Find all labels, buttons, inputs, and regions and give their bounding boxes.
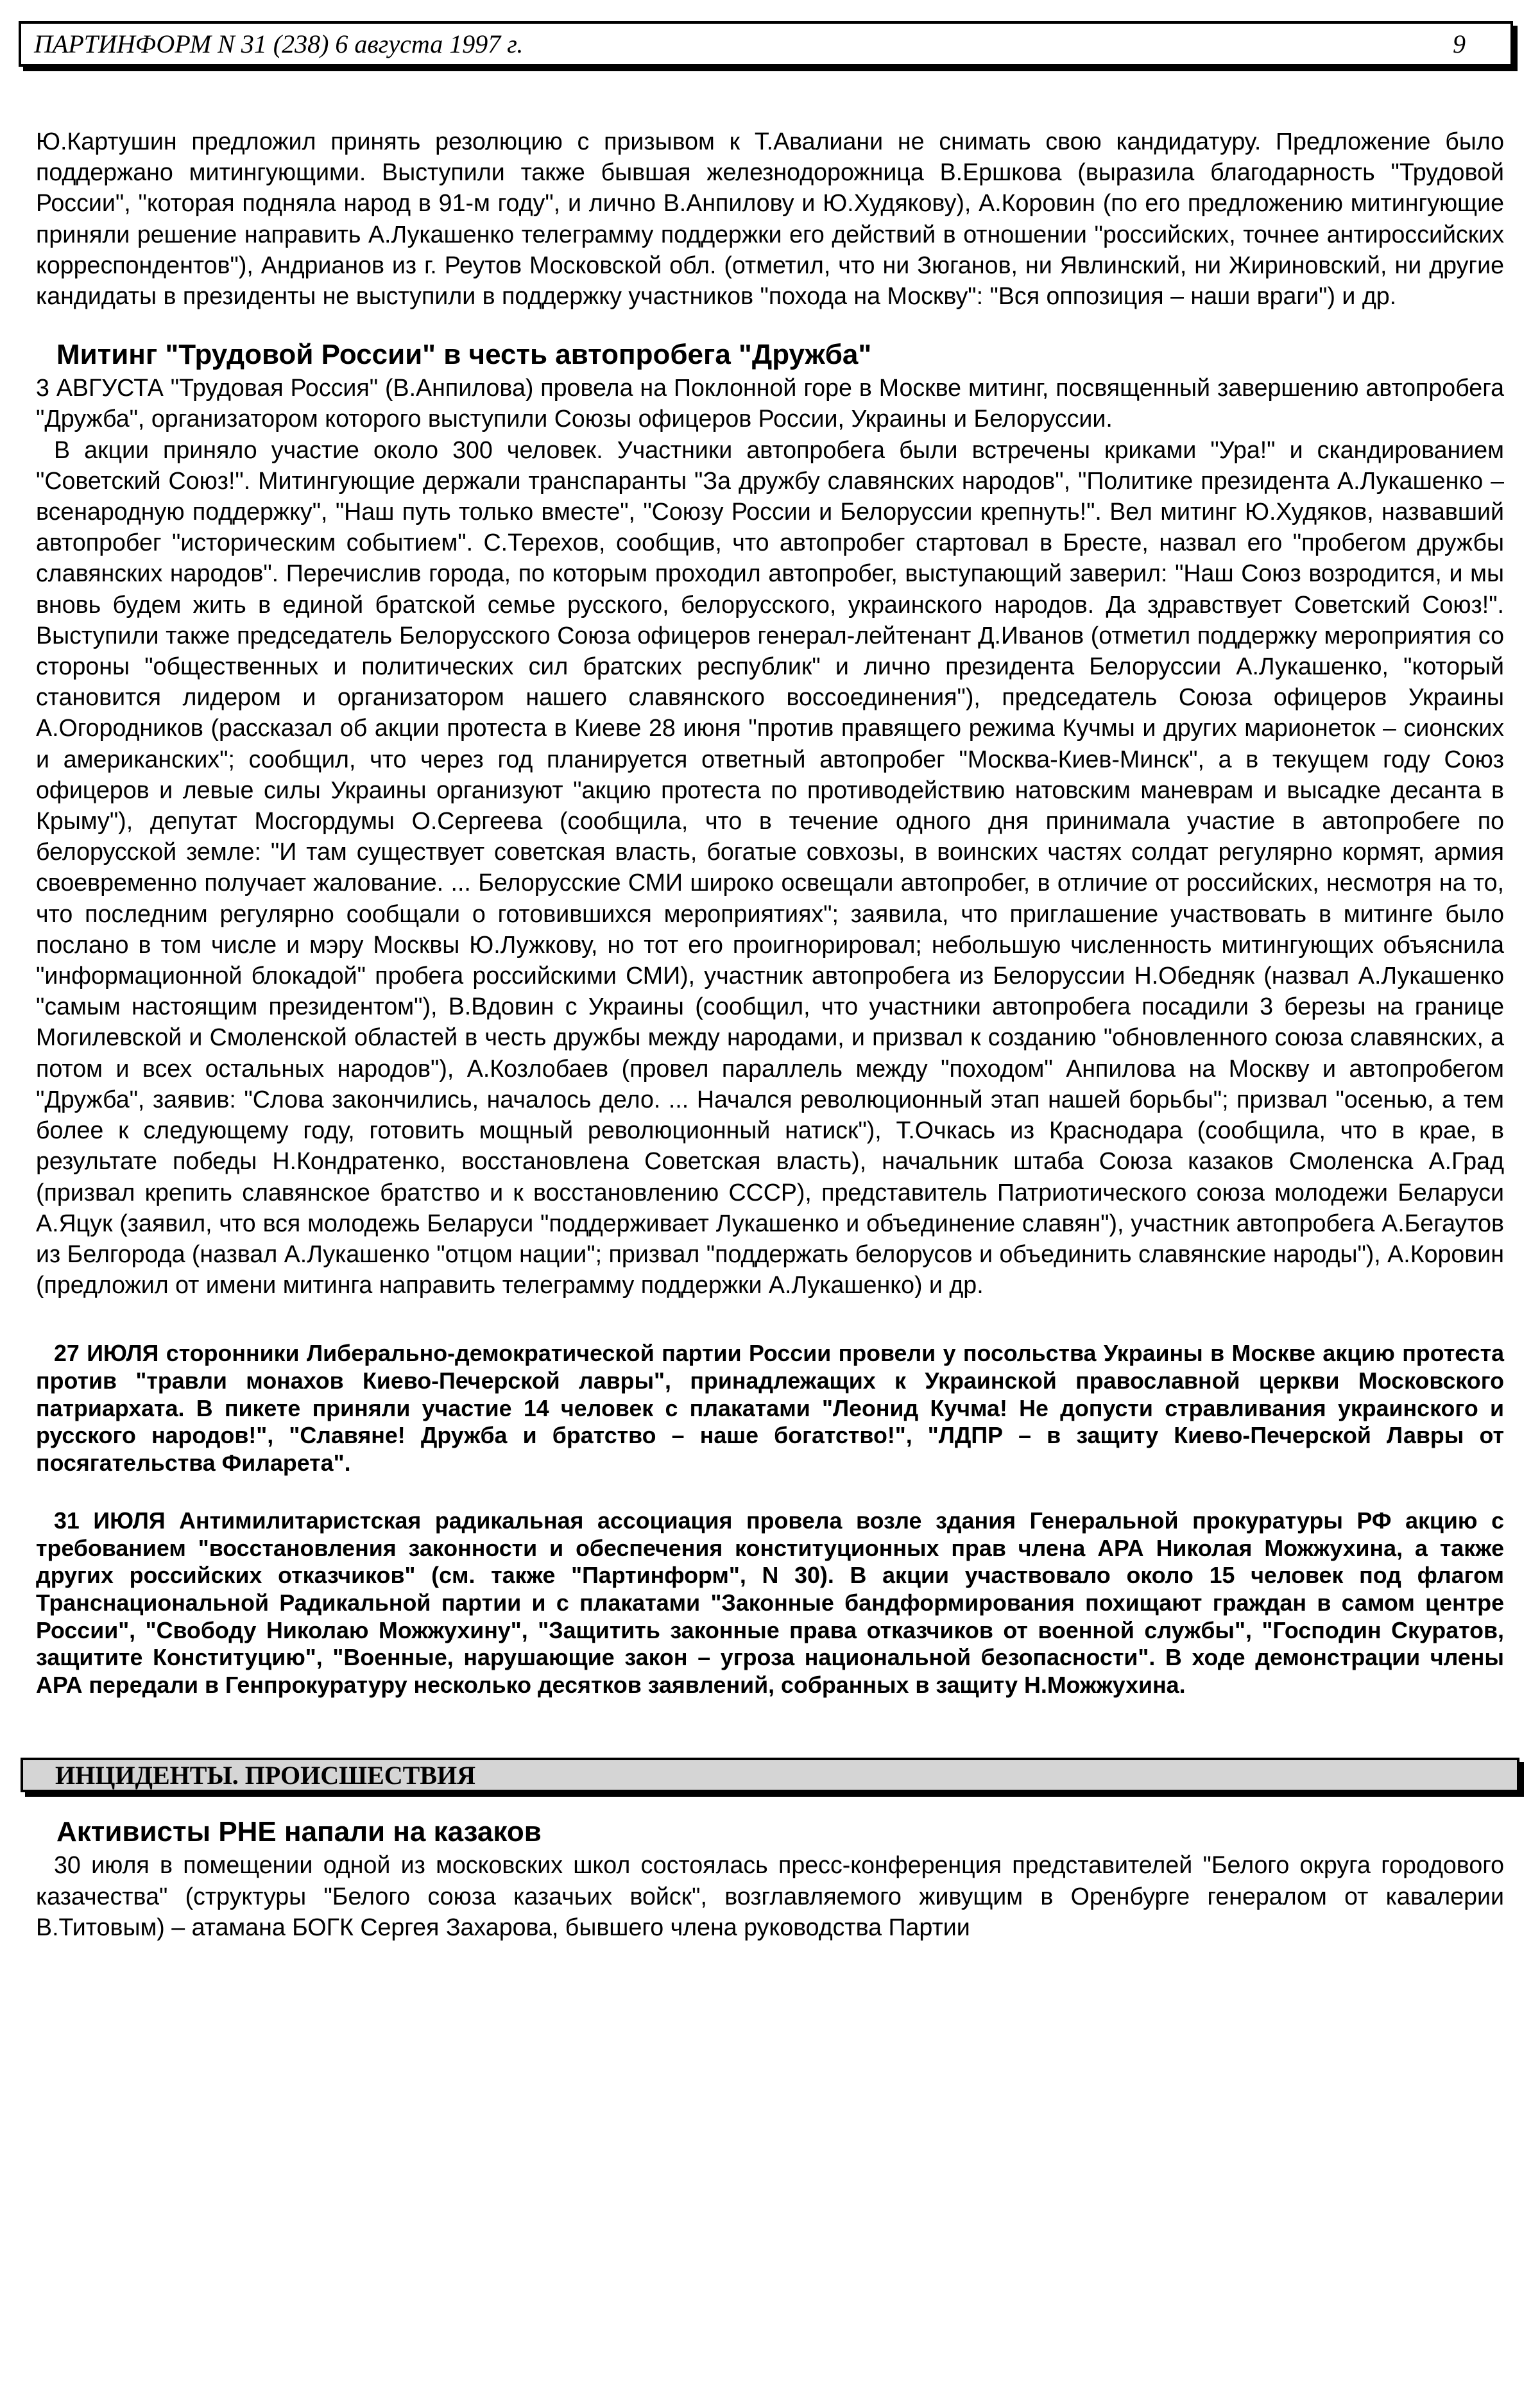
section-title: ИНЦИДЕНТЫ. ПРОИСШЕСТВИЯ [55, 1760, 475, 1790]
news-note-ara [36, 1507, 1504, 1699]
news-note-date: 31 ИЮЛЯ [54, 1508, 166, 1534]
page-content [36, 126, 1504, 1942]
news-note-ldpr [36, 1340, 1504, 1477]
article-heading-rne: Активисты РНЕ напали на казаков [56, 1816, 542, 1848]
article-rally-paragraph-2: В акции приняло участие около 300 человек. Участники автопробега были встречены криками "Ура!" и скандированием "Советский Союз!". Митингующие держали транспаранты "За дружбу славянских народов", "Политике президента А.Лукашенко – всенародную поддержку", "Наш путь только вместе", "Союзу России и Белоруссии крепнуть!". Вел митинг Ю.Худяков, назвавший автопробег "историческим событием". С.Терехов, сообщив, что автопробег стартовал в Бресте, назвал его "пробегом дружбы славянских народов". Перечислив города, по которым проходил автопробег, выступающий заверил: "Наш Союз возродится, и мы вновь будем жить в единой братской семье русского, белорусского, украинского народов. Да здравствует Советский Союз!". Выступили также председатель Белорусского Союза офицеров генерал-лейтенант Д.Иванов (отметил поддержку мероприятия со стороны "общественных и политических сил братских республик" и лично президента Белоруссии А.Лукашенко, "который становится лидером и организатором нашего славянского воссоединения"), председатель Союза офицеров Украины А.Огородников (рассказал об акции протеста в Киеве 28 июня "против правящего режима Кучмы и других марионеток – сионских и американских"; сообщил, что через год планируется ответный автопробег "Москва-Киев-Минск", а в текущем году Союз офицеров и левые силы Украины организуют "акцию протеста по противодействию натовским маневрам и высадке десанта в Крыму"), депутат Мосгордумы О.Сергеева (сообщила, что в течение одного дня принимала участие в автопробеге по белорусской земле: "И там существует советская власть, богатые совхозы, в воинских частях солдат регулярно кормят, армия своевременно получает жалование. ... Белорусские СМИ широко освещали автопробег, в отличие от российских, несмотря на то, что последним регулярно сообщали о готовившихся мероприятиях"; заявила, что приглашение участвовать в митинге было послано в том числе и мэру Москвы Ю.Лужкову, но тот его проигнорировал; небольшую численность митингующих объяснила "информационной блокадой" пробега российскими СМИ), участник автопробега из Белоруссии Н.Обедняк (назвал А.Лукашенко "самым настоящим президентом"), В.Вдовин с Украины (сообщил, что участники автопробега посадили 3 березы на границе Могилевской и Смоленской областей в честь дружбы между народами, и призвал к созданию "обновленного союза славянских, а потом и всех остальных народов"), А.Козлобаев (провел параллель между "походом" Анпилова на Москву и автопробегом "Дружба", заявив: "Слова закончились, началось дело. ... Начался революционный этап нашей борьбы"; призвал "осенью, а тем более к следующему году, готовить мощный революционный натиск"), Т.Очкась из Краснодара (сообщила, что в крае, в результате победы Н.Кондратенко, восстановлена Советская власть), начальник штаба Союза казаков Смоленска А.Град (призвал крепить славянское братство и к восстановлению СССР), представитель Патриотического союза молодежи Беларуси А.Яцук (заявил, что вся молодежь Беларуси "поддерживает Лукашенко и объединение славян"), участник автопробега А.Бегаутов из Белгорода (назвал А.Лукашенко "отцом нации"; призвал "поддержать белорусов и объединить славянские народы"), А.Коровин (предложил от имени митинга направить телеграмму поддержки А.Лукашенко) и др. [36, 436, 1504, 1299]
news-note-date: 27 ИЮЛЯ [54, 1341, 159, 1367]
page-number: 9 [1453, 30, 1466, 58]
issue-title: ПАРТИНФОРМ N 31 (238) 6 августа 1997 г. [34, 30, 524, 58]
spacer [36, 1300, 1504, 1340]
article-rally-paragraph-1: 3 АВГУСТА "Трудовая Россия" (В.Анпилова) провела на Поклонной горе в Москве митинг, посвященный завершению автопробега "Дружба", организатором которого выступили Союзы офицеров России, Украины и Белоруссии. [36, 374, 1504, 433]
intro-paragraph: Ю.Картушин предложил принять резолюцию с призывом к Т.Авалиани не снимать свою кандидатуру. Предложение было поддержано митингующими. Выступили также бывшая железнодорожница В.Ершкова (выразила благодарность "Трудовой России", "которая подняла народ в 91-м году", и лично В.Анпилову и Ю.Худякову), А.Коровин (по его предложению митингующие приняли решение направить А.Лукашенко телеграмму поддержки его действий в отношении "российских, точнее антироссийских корреспондентов"), Андрианов из г. Реутов Московской обл. (отметил, что ни Зюганов, ни Явлинский, ни Жириновский, ни другие кандидаты в президенты не выступили в поддержку участников "похода на Москву": "Вся оппозиция – наши враги") и др. [36, 128, 1504, 310]
news-note-text: Антимилитаристская радикальная ассоциация провела возле здания Генеральной прокуратуры РФ акцию с требованием "восстановления законности и обеспечения конституционных прав члена АРА Николая Можжухина, а также других российских отказчиков" (см. также "Партинформ", N 30). В акции участвовало около 15 человек под флагом Транснациональной Радикальной партии и с плакатами "Законные бандформирования похищают граждан в самом центре России", "Свободу Николаю Можжухину", "Защитить законные права отказчиков от военной службы", "Господин Скуратов, защитите Конституцию", "Военные, нарушающие закон – угроза национальной безопасности". В ходе демонстрации члены АРА передали в Генпрокуратуру несколько десятков заявлений, собранных в защиту Н.Можжухина. [36, 1508, 1504, 1698]
article-rne-paragraph-1: 30 июля в помещении одной из московских школ состоялась пресс-конференция представителей "Белого округа городового казачества" (структуры "Белого союза казачьих войск", возглавляемого живущим в Оренбурге генералом от кавалерии В.Титовым) – атамана БОГК Сергея Захарова, бывшего члена руководства Партии [36, 1851, 1504, 1941]
spacer [36, 1477, 1504, 1507]
section-header-incidents [21, 1758, 1519, 1792]
page-header [19, 21, 1513, 67]
article-heading-rally: Митинг "Трудовой России" в честь автопробега "Дружба" [56, 339, 872, 371]
news-note-text: сторонники Либерально-демократической партии России провели у посольства Украины в Москве акцию протеста против "травли монахов Киево-Печерской лавры", принадлежащих к Украинской православной церкви Московского патриархата. В пикете приняли участие 14 человек с плакатами "Леонид Кучма! Не допусти стравливания украинского и русского народов!", "Славяне! Дружба и братство – наше богатство!", "ЛДПР – в защиту Киево-Печерской Лавры от посягательства Филарета". [36, 1341, 1505, 1476]
